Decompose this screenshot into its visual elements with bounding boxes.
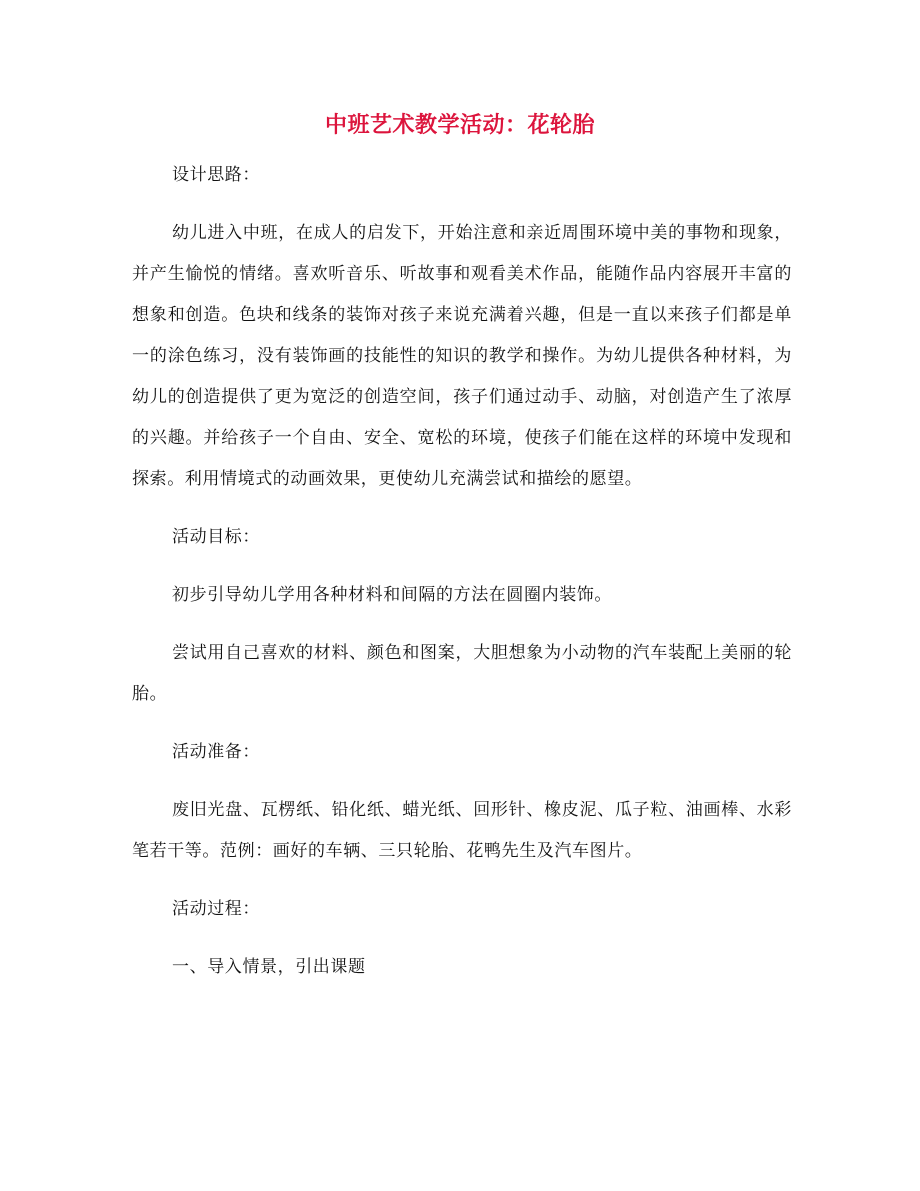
paragraph-step-1: 一、导入情景，引出课题 — [172, 957, 366, 977]
heading-design-idea: 设计思路： — [172, 165, 260, 185]
paragraph-goal-1: 初步引导幼儿学用各种材料和间隔的方法在圆圈内装饰。 — [172, 585, 612, 605]
paragraph-goal-2: 尝试用自己喜欢的材料、颜色和图案，大胆想象为小动物的汽车装配上美丽的轮胎。 — [132, 643, 792, 704]
heading-activity-preparation: 活动准备： — [172, 742, 260, 762]
document-title: 中班艺术教学活动：花轮胎 — [324, 113, 595, 138]
heading-activity-goals: 活动目标： — [172, 527, 260, 547]
heading-activity-process: 活动过程： — [172, 899, 260, 919]
document-body — [132, 155, 792, 1005]
paragraph-preparation: 废旧光盘、瓦楞纸、铅化纸、蜡光纸、回形针、橡皮泥、瓜子粒、油画棒、水彩笔若干等。范例：画好的车辆、三只轮胎、花鸭先生及汽车图片。 — [132, 800, 792, 861]
paragraph-design-idea: 幼儿进入中班，在成人的启发下，开始注意和亲近周围环境中美的事物和现象，并产生愉悦的情绪。喜欢听音乐、听故事和观看美术作品，能随作品内容展开丰富的想象和创造。色块和线条的装饰对孩子来说充满着兴趣，但是一直以来孩子们都是单一的涂色练习，没有装饰画的技能性的知识的教学和操作。为幼儿提供各种材料，为幼儿的创造提供了更为宽泛的创造空间，孩子们通过动手、动脑，对创造产生了浓厚的兴趣。并给孩子一个自由、安全、宽松的环境，使孩子们能在这样的环境中发现和探索。利用情境式的动画效果，更使幼儿充满尝试和描绘的愿望。 — [132, 223, 792, 489]
